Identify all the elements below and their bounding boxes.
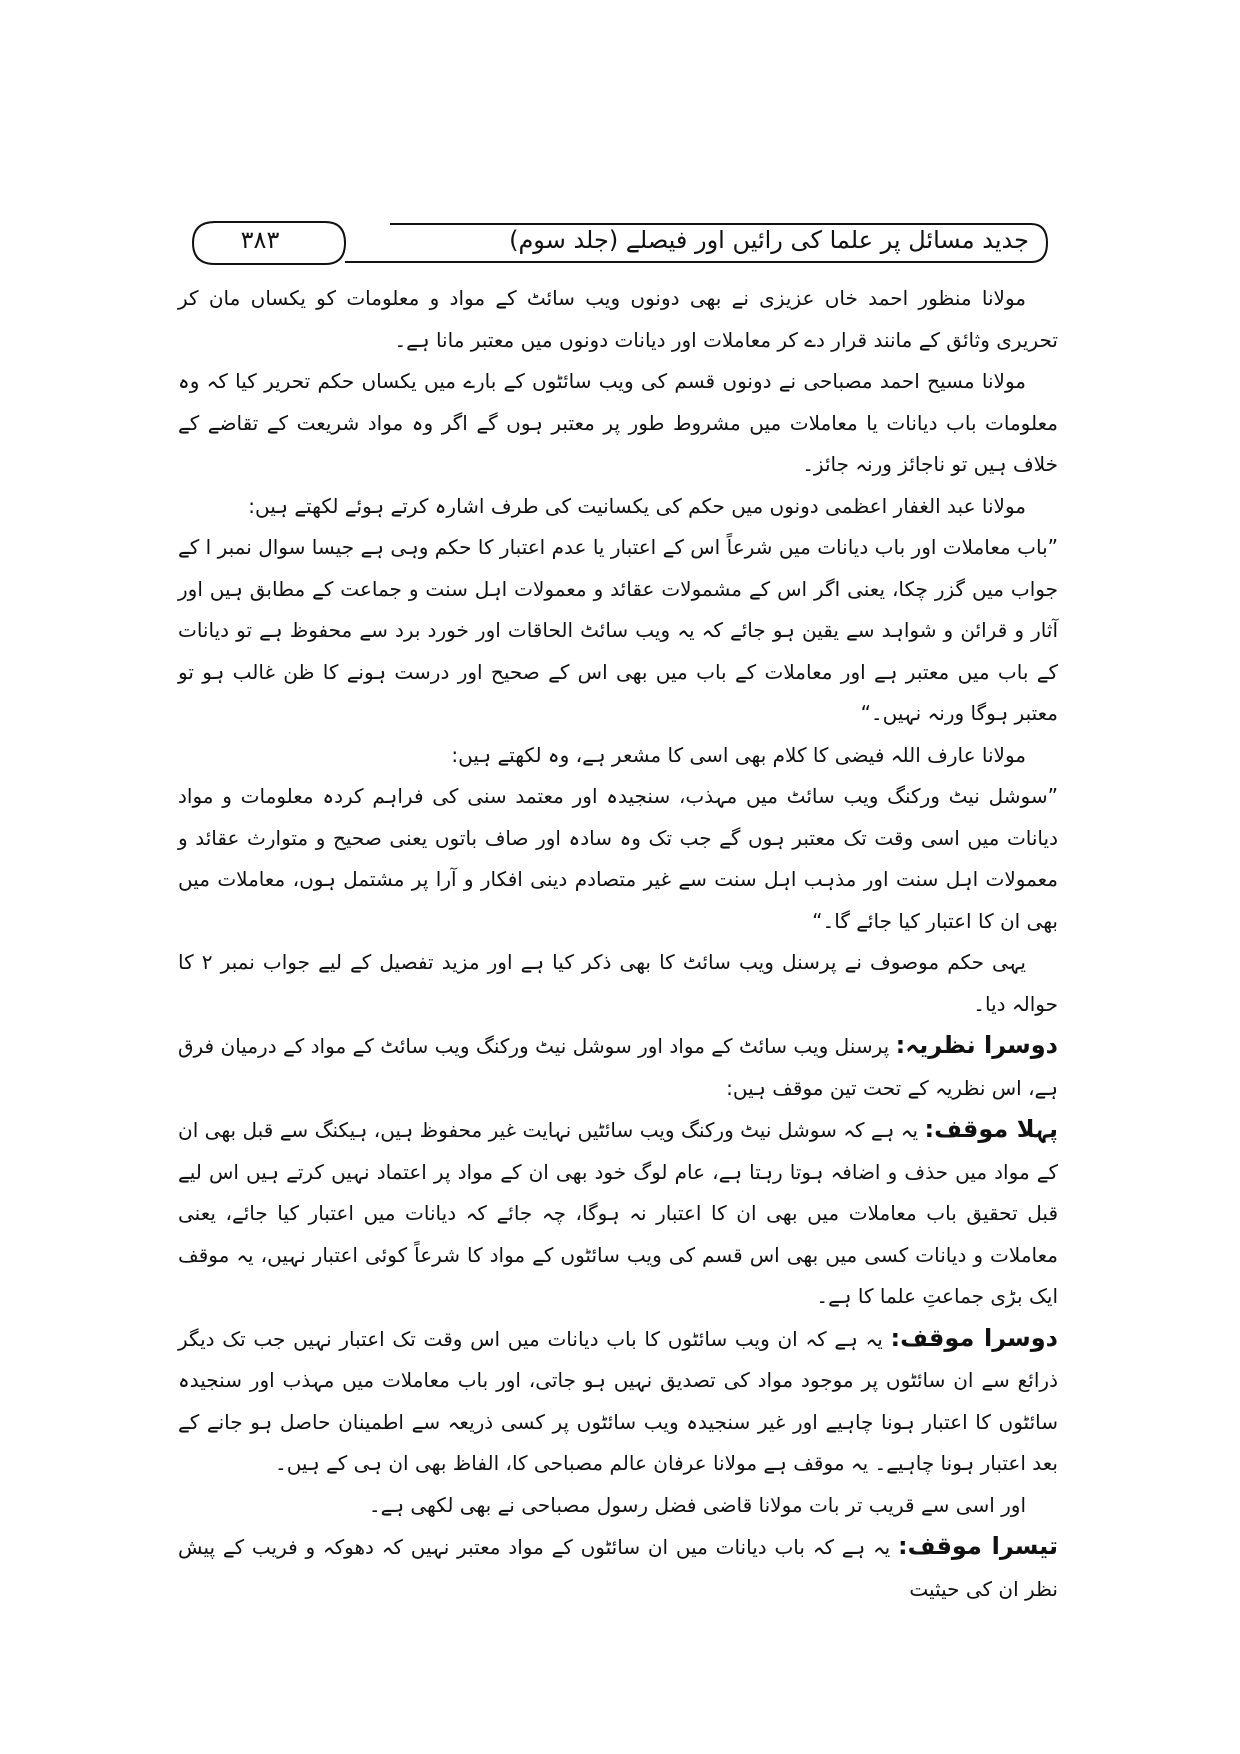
paragraph-text: مولانا مسیح احمد مصباحی نے دونوں قسم کی ویب سائٹوں کے بارے میں یکساں حکم تحریر کیا کہ وہ معلومات باب دیانات یا معاملات میں مشروط طور پر معتبر ہوں گے اگر وہ مواد شریعت کے تقاضے کے خلاف ہیں تو ناجائز ورنہ جائز۔ xyxy=(178,369,1058,476)
running-title: جدید مسائل پر علما کی رائیں اور فیصلے (جلد سوم) xyxy=(509,226,1029,254)
section-heading: دوسرا نظریہ: xyxy=(895,1031,1058,1059)
quotation-text: ”باب معاملات اور باب دیانات میں شرعاً اس کے اعتبار یا عدم اعتبار کا حکم وہی ہے جیسا سوال نمبر ا کے جواب میں گزر چکا، یعنی اگر اس کے مشمولات عقائد و معمولات اہل سنت و جماعت کے مطابق ہیں اور آثار و قرائن و شواہد سے یقین ہو جائے کہ یہ ویب سائٹ الحاقات اور خورد برد سے محفوظ ہے تو دیانات کے باب میں معتبر ہے اور معاملات کے باب میں بھی اس کے صحیح اور درست ہونے کا ظن غالب ہو تو معتبر ہوگا ورنہ نہیں۔“ xyxy=(178,535,1058,725)
paragraph-text: اور اسی سے قریب تر بات مولانا قاضی فضل رسول مصباحی نے بھی لکھی ہے۔ xyxy=(368,1492,1026,1517)
paragraph-text: مولانا عارف اللہ فیضی کا کلام بھی اسی کا مشعر ہے، وہ لکھتے ہیں: xyxy=(451,742,1026,767)
paragraph xyxy=(178,486,1058,528)
paragraph-text: یہ ہے کہ سوشل نیٹ ورکنگ ویب سائٹیں نہایت غیر محفوظ ہیں، ہیکنگ سے قبل بھی ان کے مواد میں حذف و اضافہ ہوتا رہتا ہے، عام لوگ خود بھی ان کے مواد پر اعتماد نہیں کرتے ہیں اس لیے قبل تحقیق باب معاملات میں بھی ان کا اعتبار نہ ہوگا، چہ جائے کہ دیانات میں اعتبار کیا جائے، یعنی معاملات و دیانات کسی میں بھی اس قسم کی ویب سائٹوں کے مواد کا شرعاً کوئی اعتبار نہیں، یہ موقف ایک بڑی جماعتِ علما کا ہے۔ xyxy=(178,1118,1058,1308)
quotation-text: ”سوشل نیٹ ورکنگ ویب سائٹ میں مہذب، سنجیدہ اور معتمد سنی کی فراہم کردہ معلومات و مواد دیانات میں اسی وقت تک معتبر ہوں گے جب تک وہ سادہ اور صاف باتوں یعنی صحیح و متوارث عقائد و معمولات اہل سنت اور مذہب اہل سنت سے غیر متصادم دینی افکار و آرا پر مشتمل ہوں، معاملات میں بھی ان کا اعتبار کیا جائے گا۔“ xyxy=(178,784,1058,933)
paragraph-text: یہ ہے کہ ان ویب سائٹوں کا باب دیانات میں اس وقت تک اعتبار نہیں جب تک دیگر ذرائع سے ان سائٹوں پر موجود مواد کی تصدیق نہیں ہو جاتی، اور باب معاملات میں مہذب اور سنجیدہ سائٹوں کا اعتبار ہونا چاہیے اور غیر سنجیدہ ویب سائٹوں پر کسی ذریعہ سے اطمینان حاصل ہو جانے کے بعد اعتبار ہونا چاہیے۔ یہ موقف ہے مولانا عرفان عالم مصباحی کا، الفاظ بھی ان ہی کے ہیں۔ xyxy=(178,1326,1058,1475)
paragraph xyxy=(178,942,1058,1025)
paragraph xyxy=(178,278,1058,361)
main-text xyxy=(178,278,1058,1610)
section-heading: تیسرا موقف: xyxy=(898,1532,1058,1560)
paragraph-text: یہ ہے کہ باب دیانات میں ان سائٹوں کے مواد معتبر نہیں کہ دھوکہ و فریب کے پیش نظر ان کی حیثیت xyxy=(178,1535,1058,1601)
quotation xyxy=(178,776,1058,942)
paragraph-text: مولانا عبد الغفار اعظمی دونوں میں حکم کی یکسانیت کی طرف اشارہ کرتے ہوئے لکھتے ہیں: xyxy=(248,493,1026,518)
paragraph xyxy=(178,1318,1058,1485)
page-header xyxy=(185,218,1051,268)
paragraph xyxy=(178,361,1058,486)
paragraph xyxy=(178,1109,1058,1318)
quotation xyxy=(178,527,1058,735)
page-number: ۳۸۳ xyxy=(240,226,280,254)
paragraph-text: یہی حکم موصوف نے پرسنل ویب سائٹ کا بھی ذکر کیا ہے اور مزید تفصیل کے لیے جواب نمبر ۲ کا حوالہ دیا۔ xyxy=(178,950,1058,1016)
paragraph-text: مولانا منظور احمد خاں عزیزی نے بھی دونوں ویب سائٹ کے مواد و معلومات کو یکساں مان کر تحریری وثائق کے مانند قرار دے کر معاملات اور دیانات دونوں میں معتبر مانا ہے۔ xyxy=(178,286,1058,352)
paragraph-text: پرسنل ویب سائٹ کے مواد اور سوشل نیٹ ورکنگ ویب سائٹ کے مواد کے درمیان فرق ہے، اس نظریہ کے تحت تین موقف ہیں: xyxy=(178,1034,1058,1100)
paragraph xyxy=(178,1485,1058,1527)
paragraph xyxy=(178,1526,1058,1610)
paragraph xyxy=(178,735,1058,777)
section-heading: دوسرا موقف: xyxy=(890,1323,1058,1352)
paragraph xyxy=(178,1025,1058,1109)
section-heading: پہلا موقف: xyxy=(924,1115,1059,1143)
